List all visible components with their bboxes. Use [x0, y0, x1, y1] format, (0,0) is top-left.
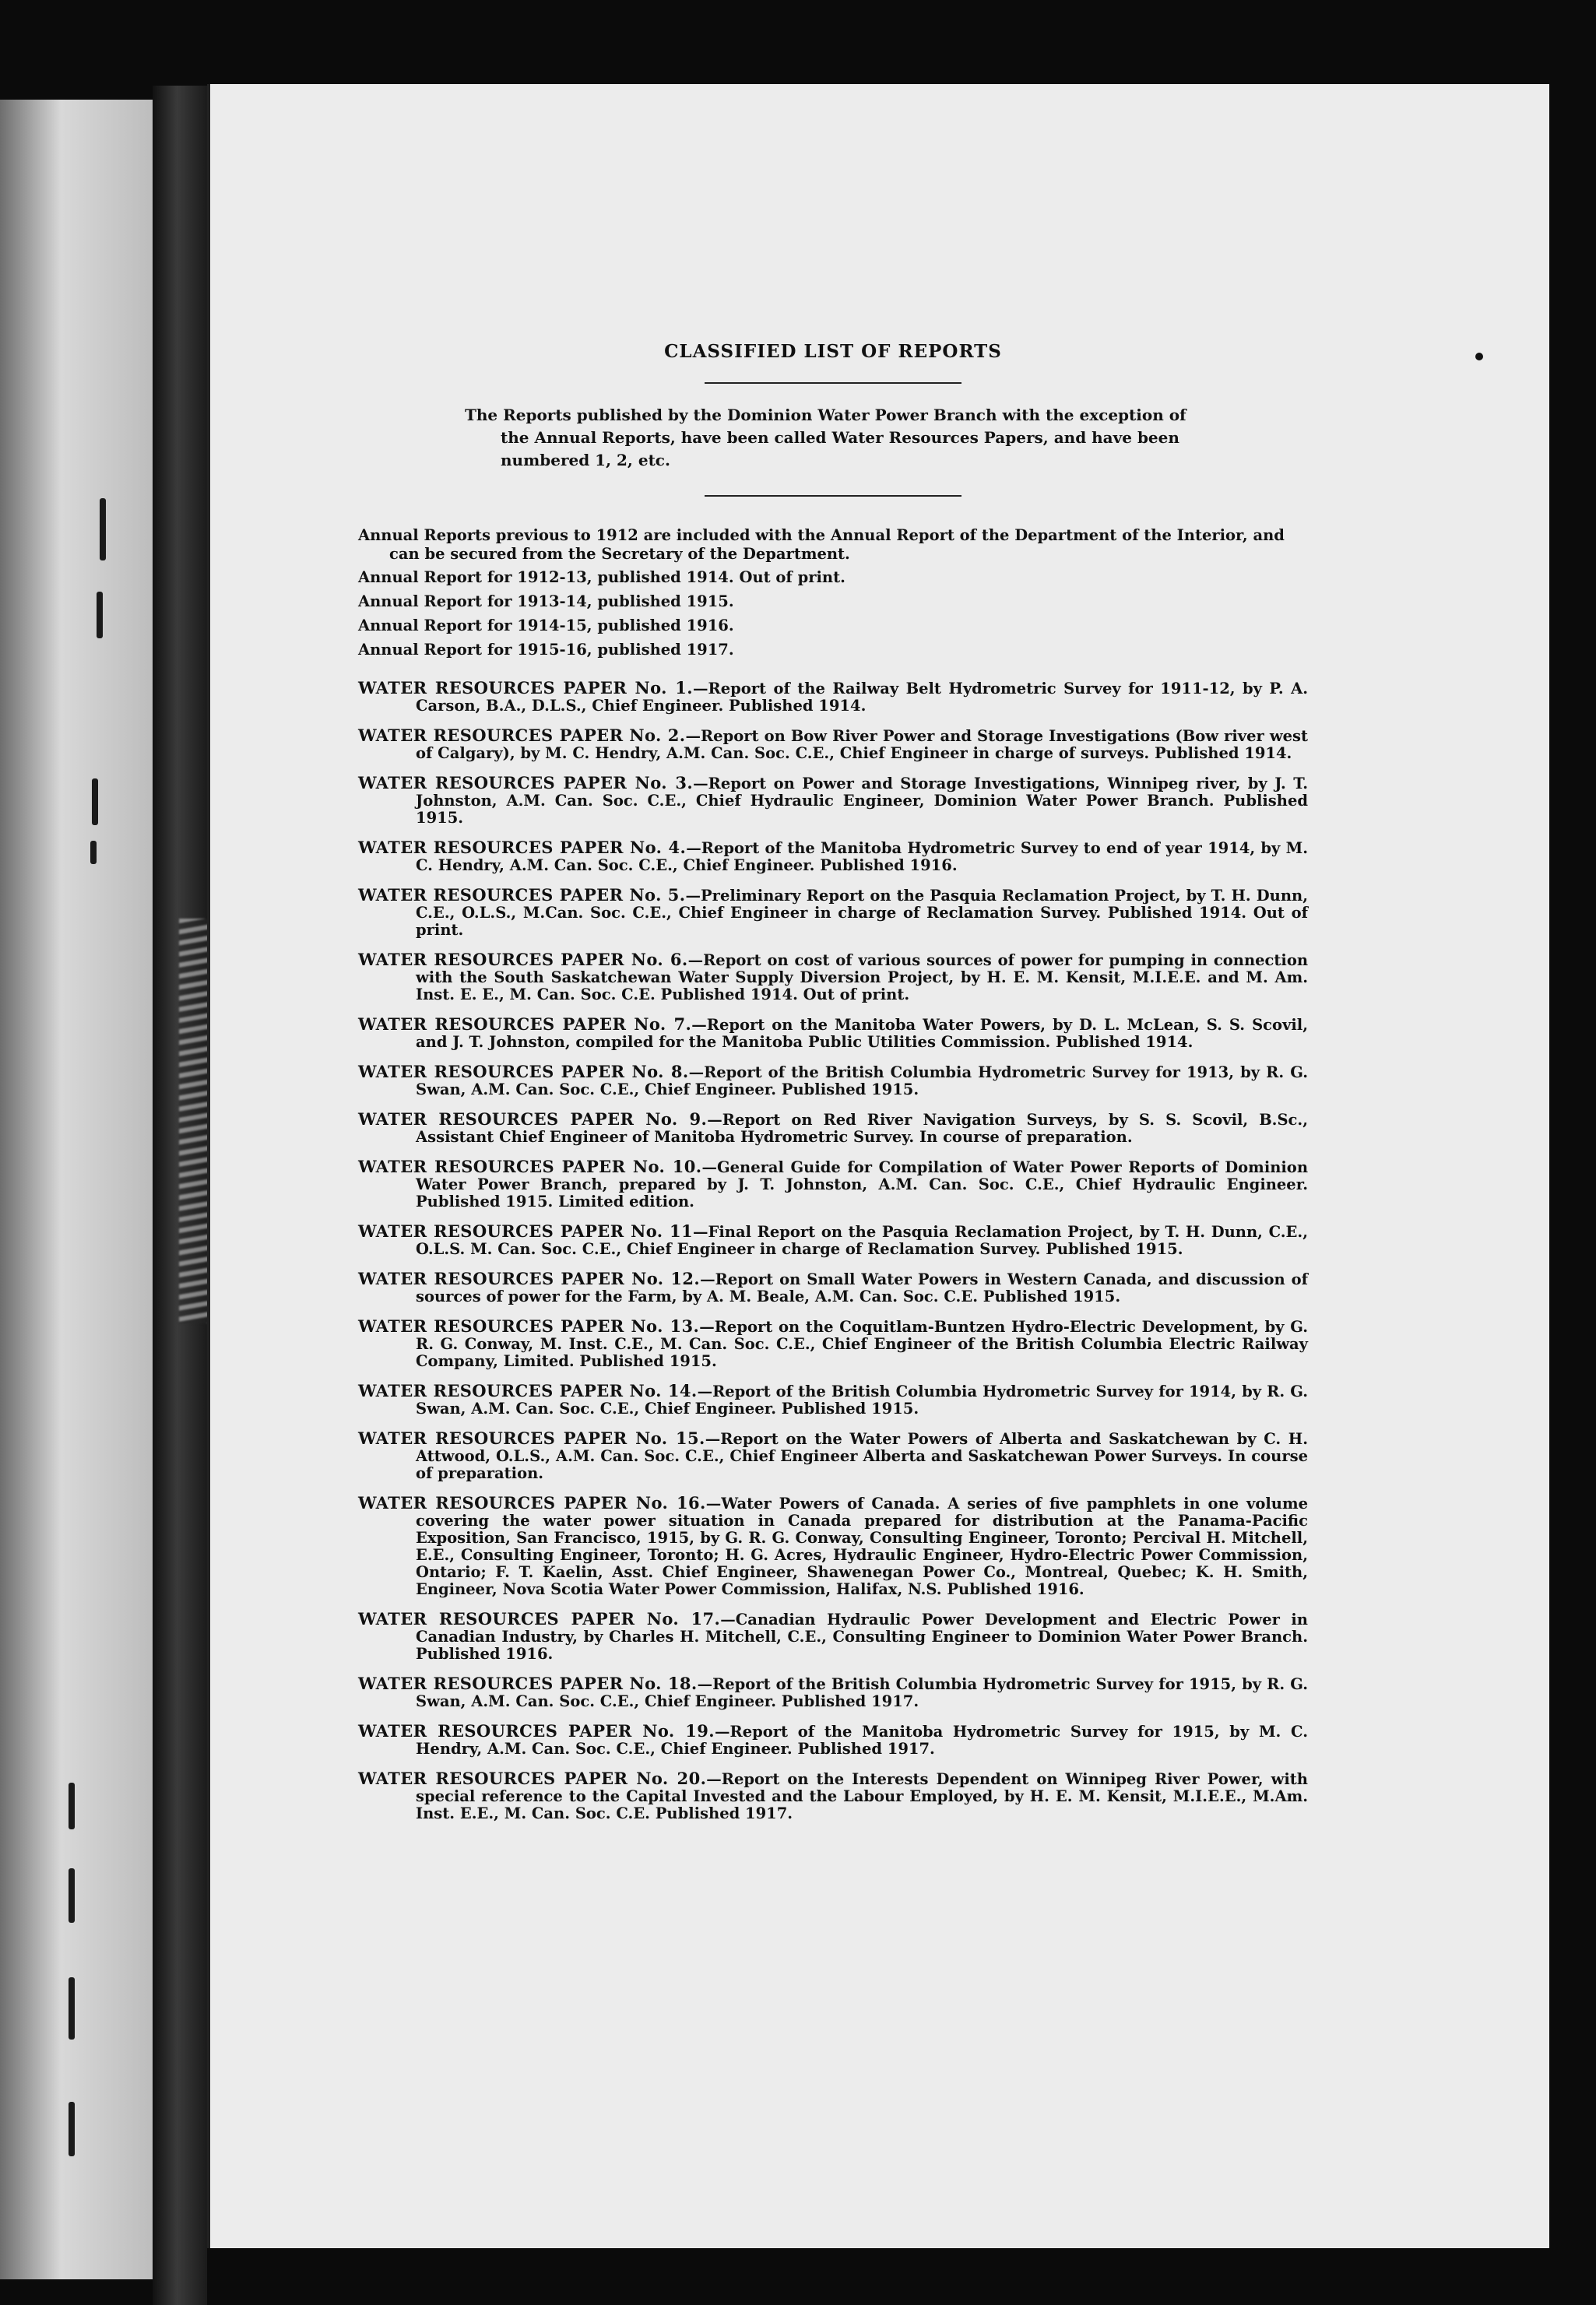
paper-description: —Report on the Water Powers of Alberta and Saskatchewan by C. H. Attwood, O.L.S., A.M. Can. Soc. C.E., Chief Engineer Alberta and Saskatchewan Power Surveys. In course of preparation. — [416, 1430, 1308, 1482]
annual-report-item: Annual Report for 1912-13, published 1914. Out of print. — [358, 568, 845, 586]
paper-description: —Report on the Manitoba Water Powers, by D. L. McLean, S. S. Scovil, and J. T. Johnston, compiled for the Manitoba Public Utilities Commission. Published 1914. — [416, 1016, 1309, 1051]
paper-description: —Report of the Railway Belt Hydrometric Survey for 1911-12, by P. A. Carson, B.A., D.L.S., Chief Engineer. Published 1914. — [416, 680, 1308, 715]
paper-entry — [358, 1111, 1308, 1146]
paper-description: —Report of the British Columbia Hydrometric Survey for 1913, by R. G. Swan, A.M. Can. Soc. C.E., Chief Engineer. Published 1915. — [416, 1063, 1309, 1098]
adjacent-page — [0, 100, 153, 2279]
paper-heading: WATER RESOURCES PAPER No. 17. — [358, 1609, 721, 1629]
paper-description: —Report of the British Columbia Hydrometric Survey for 1915, by R. G. Swan, A.M. Can. Soc. C.E., Chief Engineer. Published 1917. — [416, 1675, 1308, 1710]
water-resources-papers-list — [358, 680, 1308, 1822]
paper-heading: WATER RESOURCES PAPER No. 10. — [358, 1157, 702, 1176]
paper-entry — [358, 839, 1308, 874]
paper-heading: WATER RESOURCES PAPER No. 19. — [358, 1721, 715, 1741]
binding-mark — [92, 778, 98, 825]
paper-entry — [358, 1158, 1308, 1210]
paper-entry — [358, 1383, 1308, 1418]
binding-mark — [69, 1977, 75, 2040]
paper-heading: WATER RESOURCES PAPER No. 1. — [358, 678, 693, 697]
paper-heading: WATER RESOURCES PAPER No. 5. — [358, 885, 686, 905]
binding-mark — [97, 592, 103, 638]
paper-heading: WATER RESOURCES PAPER No. 7. — [358, 1014, 692, 1034]
paper-entry — [358, 1430, 1308, 1482]
page-title: CLASSIFIED LIST OF REPORTS — [664, 341, 1002, 362]
paper-heading: WATER RESOURCES PAPER No. 9. — [358, 1109, 708, 1129]
annual-report-note: Annual Reports previous to 1912 are included with the Annual Report of the Department of the Interior, and can be secured from the Secretary of the Department. — [358, 526, 1285, 563]
paper-heading: WATER RESOURCES PAPER No. 13. — [358, 1316, 700, 1336]
paper-heading: WATER RESOURCES PAPER No. 12. — [358, 1269, 701, 1288]
paper-entry — [358, 727, 1308, 762]
paper-description: —Report on Bow River Power and Storage Investigations (Bow river west of Calgary), by M. C. Hendry, A.M. Can. Soc. C.E., Chief Engineer in charge of surveys. Published 1914. — [416, 727, 1308, 762]
annual-report-item: Annual Report for 1913-14, published 1915. — [358, 592, 734, 610]
paper-description: —Report on Small Water Powers in Western Canada, and discussion of sources of power for the Farm, by A. M. Beale, A.M. Can. Soc. C.E. Published 1915. — [416, 1270, 1308, 1305]
paper-heading: WATER RESOURCES PAPER No. 2. — [358, 726, 686, 745]
paper-description: —Report of the British Columbia Hydrometric Survey for 1914, by R. G. Swan, A.M. Can. Soc. C.E., Chief Engineer. Published 1915. — [416, 1383, 1308, 1418]
paper-description: —Canadian Hydraulic Power Development and Electric Power in Canadian Industry, by Charles H. Mitchell, C.E., Consulting Engineer to Dominion Water Power Branch. Published 1916. — [416, 1611, 1308, 1663]
paper-entry — [358, 1723, 1308, 1758]
paper-entry — [358, 1270, 1308, 1305]
divider — [705, 495, 961, 497]
divider — [705, 382, 961, 384]
paper-entry — [358, 1223, 1308, 1258]
paper-heading: WATER RESOURCES PAPER No. 3. — [358, 773, 694, 792]
paper-entry — [358, 775, 1308, 827]
paper-description: —Report on cost of various sources of power for pumping in connection with the South Saskatchewan Water Supply Diversion Project, by H. E. M. Kensit, M.I.E.E. and M. Am. Inst. E. E., M. Can. Soc. C.E. Published 1914. Out of print. — [416, 951, 1309, 1003]
paper-description: —Report on the Coquitlam-Buntzen Hydro-Electric Development, by G. R. G. Conway, M. Inst. C.E., M. Can. Soc. C.E., Chief Engineer of the British Columbia Electric Railway Company, Limited. Published 1915. — [416, 1318, 1308, 1370]
paper-heading: WATER RESOURCES PAPER No. 18. — [358, 1674, 698, 1693]
binding-mark — [69, 2102, 75, 2156]
paper-entry — [358, 1611, 1308, 1663]
paper-entry — [358, 951, 1308, 1003]
paper-description: —Report on the Interests Dependent on Winnipeg River Power, with special reference to the Capital Invested and the Labour Employed, by H. E. M. Kensit, M.I.E.E., M.Am. Inst. E.E., M. Can. Soc. C.E. Published 1917. — [416, 1770, 1308, 1822]
paper-entry — [358, 1770, 1308, 1822]
paper-entry — [358, 1495, 1308, 1598]
page-content — [358, 341, 1308, 1835]
paper-description: —Preliminary Report on the Pasquia Reclamation Project, by T. H. Dunn, C.E., O.L.S., M.Can. Soc. C.E., Chief Engineer in charge of Reclamation Survey. Published 1914. Out of print. — [416, 887, 1308, 939]
paper-entry — [358, 680, 1308, 715]
binding-mark — [90, 841, 97, 864]
ink-dot — [1475, 353, 1483, 360]
paper-heading: WATER RESOURCES PAPER No. 16. — [358, 1493, 706, 1513]
paper-heading: WATER RESOURCES PAPER No. 6. — [358, 950, 688, 969]
annual-report-item: Annual Report for 1915-16, published 1917. — [358, 641, 734, 659]
document-page — [207, 84, 1549, 2248]
paper-heading: WATER RESOURCES PAPER No. 4. — [358, 838, 687, 857]
paper-description: —Report of the Manitoba Hydrometric Survey to end of year 1914, by M. C. Hendry, A.M. Can. Soc. C.E., Chief Engineer. Published 1916. — [416, 839, 1309, 874]
paper-heading: WATER RESOURCES PAPER No. 8. — [358, 1062, 689, 1081]
binding-mark — [100, 498, 106, 560]
paper-description: —General Guide for Compilation of Water Power Reports of Dominion Water Power Branch, prepared by J. T. Johnston, A.M. Can. Soc. C.E., Chief Hydraulic Engineer. Published 1915. Limited edition. — [416, 1158, 1308, 1210]
annual-reports-list — [358, 526, 1308, 659]
paper-entry — [358, 1318, 1308, 1370]
annual-report-item: Annual Report for 1914-15, published 1916. — [358, 617, 734, 634]
paper-heading: WATER RESOURCES PAPER No. 15. — [358, 1428, 705, 1448]
binding-mark — [69, 1868, 75, 1923]
paper-description: —Final Report on the Pasquia Reclamation Project, by T. H. Dunn, C.E., O.L.S. M. Can. Soc. C.E., Chief Engineer in charge of Reclamation Survey. Published 1915. — [416, 1223, 1308, 1258]
paper-entry — [358, 1063, 1308, 1098]
paper-heading: WATER RESOURCES PAPER No. 20. — [358, 1769, 707, 1788]
binding-mark — [69, 1783, 75, 1829]
paper-description: —Report on Power and Storage Investigations, Winnipeg river, by J. T. Johnston, A.M. Can. Soc. C.E., Chief Hydraulic Engineer, Dominion Water Power Branch. Published 1915. — [416, 775, 1309, 827]
paper-description: —Water Powers of Canada. A series of five pamphlets in one volume covering the water power situation in Canada prepared for distribution at the Panama-Pacific Exposition, San Francisco, 1915, by G. R. G. Conway, Consulting Engineer, Toronto; Percival H. Mitchell, E.E., Consulting Engineer, Toronto; H. G. Acres, Hydraulic Engineer, Hydro-Electric Power Commission, Ontario; F. T. Kaelin, Asst. Chief Engineer, Shawenegan Power Co., Montreal, Quebec; K. H. Smith, Engineer, Nova Scotia Water Power Commission, Halifax, N.S. Published 1916. — [416, 1495, 1308, 1598]
paper-heading: WATER RESOURCES PAPER No. 14. — [358, 1381, 698, 1400]
paper-description: —Report on Red River Navigation Surveys, by S. S. Scovil, B.Sc., Assistant Chief Engineer of Manitoba Hydrometric Survey. In course of preparation. — [416, 1111, 1308, 1146]
paper-entry — [358, 1675, 1308, 1710]
paper-heading: WATER RESOURCES PAPER No. 11 — [358, 1221, 694, 1241]
intro-paragraph: The Reports published by the Dominion Water Power Branch with the exception of the Annual Reports, have been called Water Resources Papers, and have been numbered 1, 2, etc. — [465, 406, 1186, 469]
paper-entry — [358, 887, 1308, 939]
paper-description: —Report of the Manitoba Hydrometric Survey for 1915, by M. C. Hendry, A.M. Can. Soc. C.E., Chief Engineer. Published 1917. — [416, 1723, 1309, 1758]
paper-entry — [358, 1016, 1308, 1051]
